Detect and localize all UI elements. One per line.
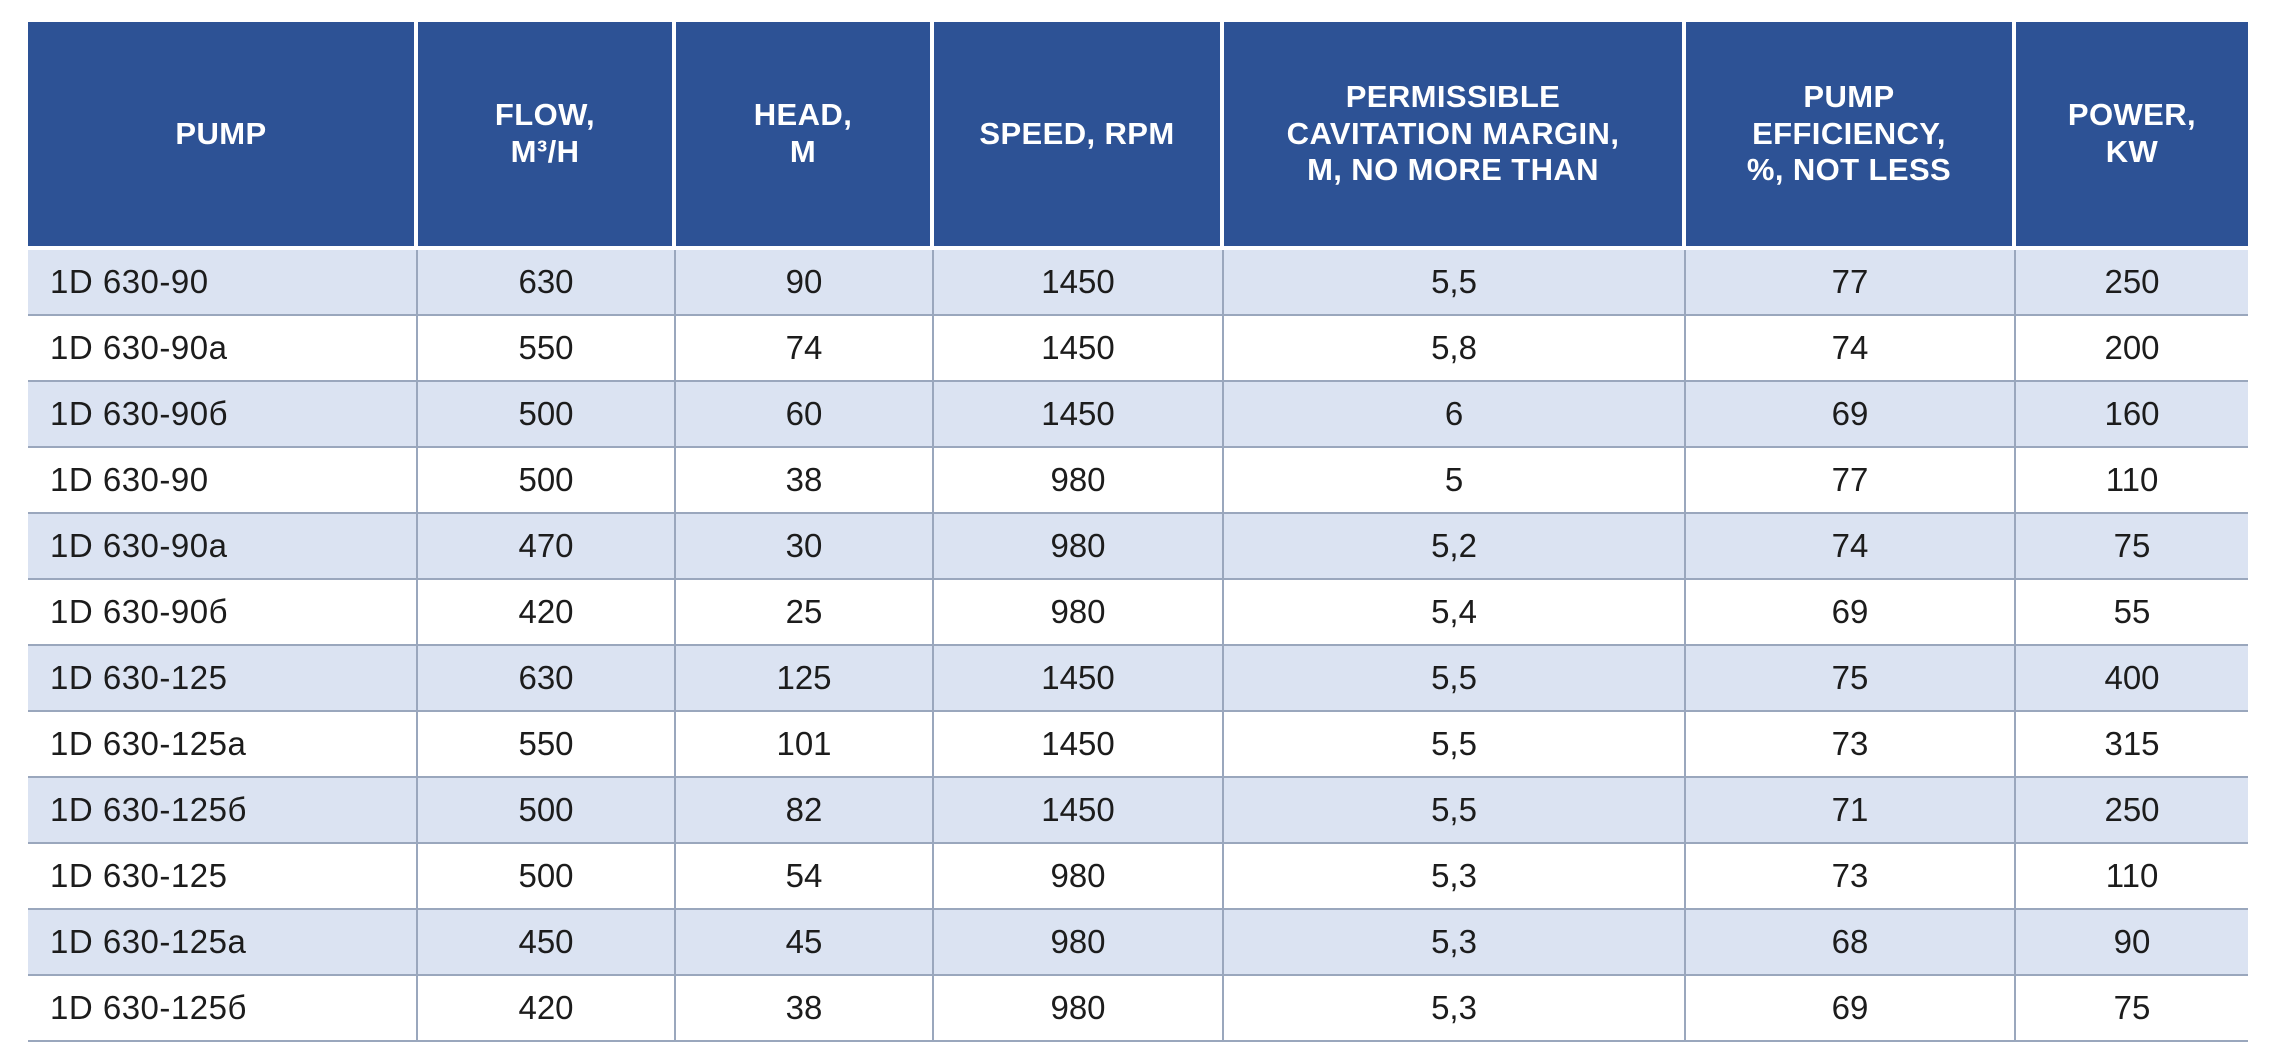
cell-flow: 550 xyxy=(418,316,676,382)
cell-pump: 1D 630-90б xyxy=(28,382,418,448)
cell-cavitation: 6 xyxy=(1224,382,1686,448)
cell-head: 54 xyxy=(676,844,934,910)
cell-head: 45 xyxy=(676,910,934,976)
cell-pump: 1D 630-90 xyxy=(28,448,418,514)
cell-pump: 1D 630-125а xyxy=(28,712,418,778)
cell-pump: 1D 630-90а xyxy=(28,514,418,580)
cell-power: 160 xyxy=(2016,382,2248,448)
cell-pump: 1D 630-90 xyxy=(28,250,418,316)
cell-speed: 980 xyxy=(934,514,1224,580)
cell-cavitation: 5,3 xyxy=(1224,910,1686,976)
cell-efficiency: 73 xyxy=(1686,844,2016,910)
cell-efficiency: 73 xyxy=(1686,712,2016,778)
cell-cavitation: 5 xyxy=(1224,448,1686,514)
table-row xyxy=(28,778,2248,844)
cell-pump: 1D 630-125б xyxy=(28,778,418,844)
cell-efficiency: 71 xyxy=(1686,778,2016,844)
cell-flow: 420 xyxy=(418,580,676,646)
cell-power: 55 xyxy=(2016,580,2248,646)
cell-head: 25 xyxy=(676,580,934,646)
cell-flow: 420 xyxy=(418,976,676,1042)
column-header-flow-line-1: FLOW, xyxy=(494,97,596,133)
cell-flow: 630 xyxy=(418,250,676,316)
cell-cavitation: 5,5 xyxy=(1224,778,1686,844)
table-row xyxy=(28,844,2248,910)
cell-speed: 980 xyxy=(934,976,1224,1042)
column-header-head xyxy=(676,22,934,250)
cell-cavitation: 5,8 xyxy=(1224,316,1686,382)
cell-pump: 1D 630-125а xyxy=(28,910,418,976)
cell-speed: 980 xyxy=(934,910,1224,976)
cell-cavitation: 5,2 xyxy=(1224,514,1686,580)
column-header-power-line-1: POWER, xyxy=(2067,97,2197,133)
cell-flow: 500 xyxy=(418,844,676,910)
cell-pump: 1D 630-125 xyxy=(28,844,418,910)
cell-pump: 1D 630-90б xyxy=(28,580,418,646)
cell-head: 90 xyxy=(676,250,934,316)
table-body xyxy=(28,250,2248,1042)
pump-specifications-table xyxy=(28,22,2248,1042)
cell-efficiency: 69 xyxy=(1686,382,2016,448)
table-row xyxy=(28,646,2248,712)
cell-flow: 500 xyxy=(418,382,676,448)
cell-speed: 980 xyxy=(934,844,1224,910)
table-row xyxy=(28,910,2248,976)
cell-flow: 550 xyxy=(418,712,676,778)
cell-efficiency: 75 xyxy=(1686,646,2016,712)
cell-flow: 470 xyxy=(418,514,676,580)
cell-speed: 980 xyxy=(934,580,1224,646)
cell-power: 110 xyxy=(2016,844,2248,910)
column-header-efficiency-line-1: PUMP xyxy=(1803,79,1895,115)
column-header-efficiency xyxy=(1686,22,2016,250)
cell-power: 315 xyxy=(2016,712,2248,778)
cell-efficiency: 74 xyxy=(1686,316,2016,382)
column-header-cavitation-line-2: CAVITATION MARGIN, xyxy=(1286,115,1620,151)
cell-power: 250 xyxy=(2016,250,2248,316)
column-header-power xyxy=(2016,22,2248,250)
cell-speed: 1450 xyxy=(934,712,1224,778)
cell-power: 75 xyxy=(2016,514,2248,580)
cell-cavitation: 5,3 xyxy=(1224,844,1686,910)
cell-flow: 630 xyxy=(418,646,676,712)
table-row xyxy=(28,448,2248,514)
cell-head: 125 xyxy=(676,646,934,712)
column-header-head-line-2: M xyxy=(789,134,817,169)
cell-speed: 1450 xyxy=(934,778,1224,844)
cell-power: 110 xyxy=(2016,448,2248,514)
cell-speed: 1450 xyxy=(934,646,1224,712)
column-header-efficiency-line-2: EFFICIENCY, xyxy=(1752,115,1946,151)
cell-flow: 500 xyxy=(418,448,676,514)
cell-speed: 1450 xyxy=(934,316,1224,382)
column-header-cavitation-line-3: M, NO MORE THAN xyxy=(1307,152,1599,188)
cell-head: 101 xyxy=(676,712,934,778)
cell-cavitation: 5,3 xyxy=(1224,976,1686,1042)
table-header-row xyxy=(28,22,2248,250)
table-row xyxy=(28,712,2248,778)
cell-power: 75 xyxy=(2016,976,2248,1042)
cell-efficiency: 77 xyxy=(1686,250,2016,316)
column-header-cavitation-line-1: PERMISSIBLE xyxy=(1345,79,1561,115)
cell-efficiency: 69 xyxy=(1686,976,2016,1042)
cell-pump: 1D 630-90а xyxy=(28,316,418,382)
column-header-efficiency-line-3: %, NOT LESS xyxy=(1746,152,1952,188)
cell-power: 400 xyxy=(2016,646,2248,712)
cell-pump: 1D 630-125б xyxy=(28,976,418,1042)
column-header-power-line-2: KW xyxy=(2105,134,2159,169)
column-header-speed xyxy=(934,22,1224,250)
cell-cavitation: 5,5 xyxy=(1224,712,1686,778)
cell-cavitation: 5,4 xyxy=(1224,580,1686,646)
cell-power: 250 xyxy=(2016,778,2248,844)
cell-head: 60 xyxy=(676,382,934,448)
cell-efficiency: 69 xyxy=(1686,580,2016,646)
table-row xyxy=(28,976,2248,1042)
table-row xyxy=(28,514,2248,580)
cell-head: 30 xyxy=(676,514,934,580)
column-header-cavitation-margin xyxy=(1224,22,1686,250)
cell-head: 38 xyxy=(676,976,934,1042)
cell-head: 38 xyxy=(676,448,934,514)
cell-speed: 980 xyxy=(934,448,1224,514)
cell-efficiency: 74 xyxy=(1686,514,2016,580)
cell-head: 82 xyxy=(676,778,934,844)
cell-flow: 500 xyxy=(418,778,676,844)
column-header-speed-line-1: SPEED, RPM xyxy=(979,115,1175,151)
column-header-pump-line-1: PUMP xyxy=(175,115,267,151)
table-row xyxy=(28,580,2248,646)
column-header-head-line-1: HEAD, xyxy=(753,97,853,133)
table-row xyxy=(28,316,2248,382)
cell-pump: 1D 630-125 xyxy=(28,646,418,712)
table-header xyxy=(28,22,2248,250)
cell-speed: 1450 xyxy=(934,382,1224,448)
table-row xyxy=(28,382,2248,448)
cell-efficiency: 68 xyxy=(1686,910,2016,976)
table-row xyxy=(28,250,2248,316)
cell-efficiency: 77 xyxy=(1686,448,2016,514)
cell-cavitation: 5,5 xyxy=(1224,250,1686,316)
cell-power: 200 xyxy=(2016,316,2248,382)
column-header-flow xyxy=(418,22,676,250)
cell-head: 74 xyxy=(676,316,934,382)
cell-power: 90 xyxy=(2016,910,2248,976)
cell-cavitation: 5,5 xyxy=(1224,646,1686,712)
cell-flow: 450 xyxy=(418,910,676,976)
column-header-pump xyxy=(28,22,418,250)
column-header-flow-line-2: M³/H xyxy=(510,134,580,169)
cell-speed: 1450 xyxy=(934,250,1224,316)
